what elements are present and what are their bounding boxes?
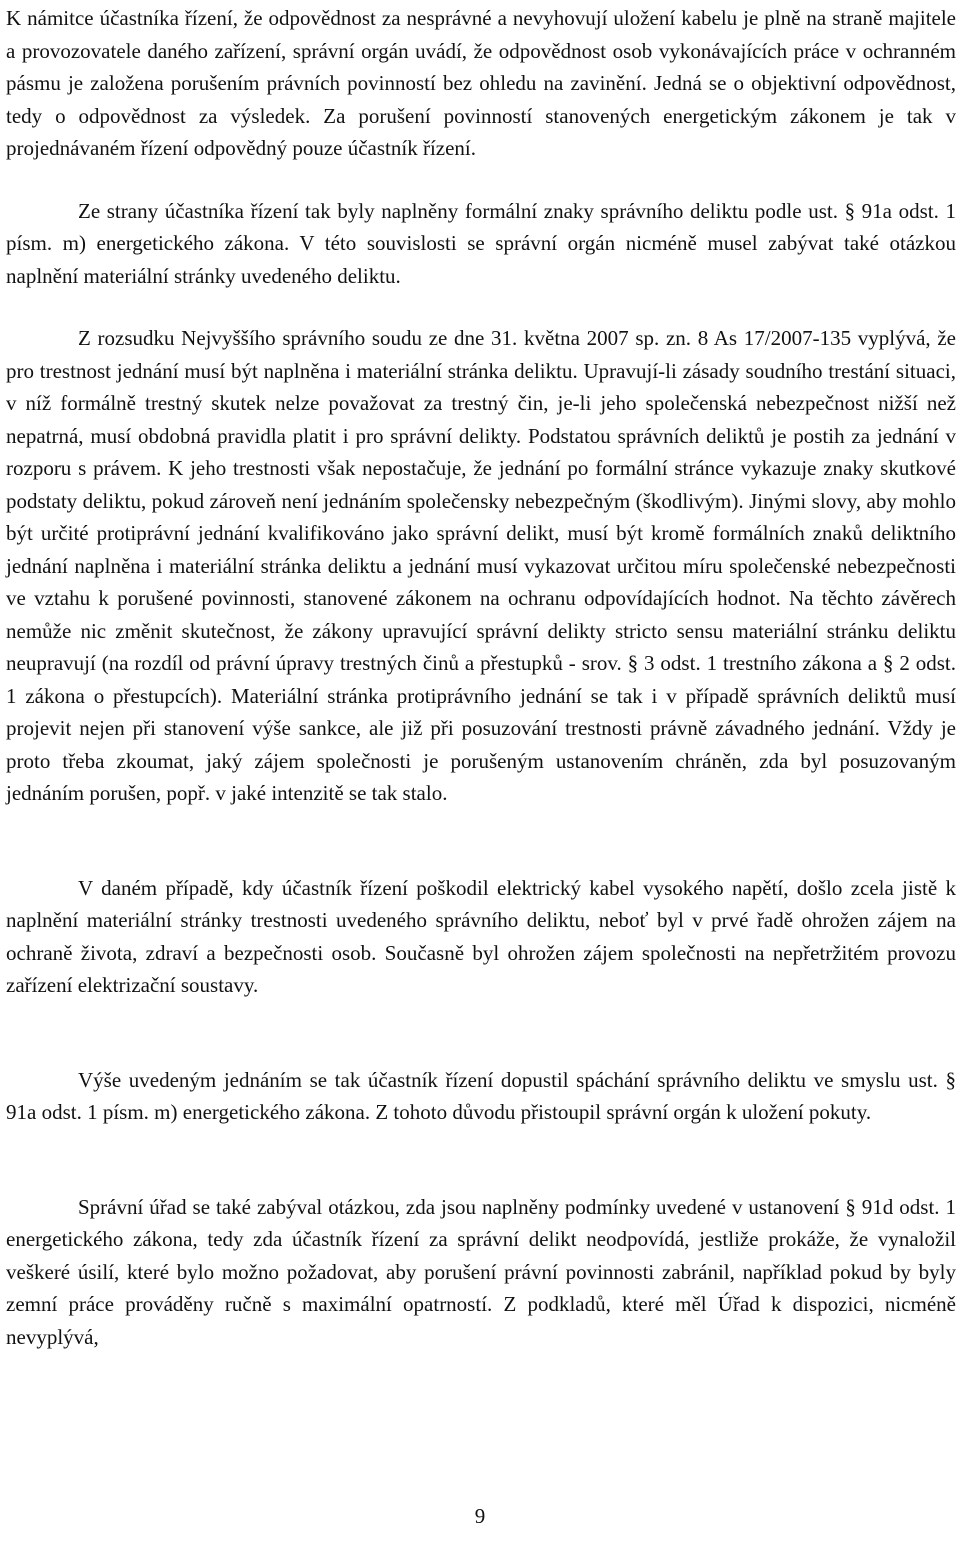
paragraph-formal-elements: Ze strany účastníka řízení tak byly naplněny formální znaky správního deliktu podle ust. § 91a odst. 1 písm. m) energetického zákona. V této souvislosti se správní orgán nicméně musel zabývat také otázkou naplnění materiální stránky uvedeného deliktu. [6,198,956,288]
page-number: 9 [474,1504,486,1528]
paragraph-present-case: V daném případě, kdy účastník řízení poškodil elektrický kabel vysokého napětí, došlo zcela jistě k naplnění materiální stránky trestnosti uvedeného správního deliktu, neboť byl v prvé řadě ohrožen zájem na ochraně života, zdraví a bezpečnosti osob. Současně byl ohrožen zájem společnosti na nepřetržitém provozu zařízení elektrizační soustavy. [6,875,956,997]
paragraph-court-ruling: Z rozsudku Nejvyššího správního soudu ze dne 31. května 2007 sp. zn. 8 As 17/2007-135 vyplývá, že pro trestnost jednání musí být naplněna i materiální stránka deliktu. Upravují-li zásady soudního trestání situaci, v níž formálně trestný skutek nelze považovat za trestný čin, je-li jeho společenská nebezpečnost nižší než nepatrná, musí obdobná pravidla platit i pro správní delikty. Podstatou správních deliktů je postih za jednání v rozporu s právem. K jeho trestnosti však nepostačuje, že jednání po formální stránce vykazuje znaky skutkové podstaty deliktu, pokud zároveň není jednáním společensky nebezpečným (škodlivým). Jinými slovy, aby mohlo být určité protiprávní jednání kvalifikováno jako správní delikt, musí být kromě formálních znaků deliktního jednání naplněna i materiální stránka deliktu a jednání musí vykazovat určitou míru společenské nebezpečnosti ve vztahu k porušené povinnosti, stanovené zákonem na ochranu odpovídajících hodnot. Na těchto závěrech nemůže nic změnit skutečnost, že zákony upravující správní delikty stricto sensu materiální stránku deliktu neupravují (na rozdíl od právní úpravy trestných činů a přestupků - srov. § 3 odst. 1 trestního zákona a § 2 odst. 1 zákona o přestupcích). Materiální stránka protiprávního jednání se tak i v případě správních deliktů musí projevit nejen při stanovení výše sankce, ale již při posuzování trestnosti právně závadného jednání. Vždy je proto třeba zkoumat, jaký zájem společnosti je porušeným ustanovením chráněn, zda byl posuzovaným jednáním porušen, popř. v jaké intenzitě se tak stalo. [6,326,956,805]
paragraph-objection: K námitce účastníka řízení, že odpovědnost za nesprávné a nevyhovují uložení kabelu je plně na straně majitele a provozovatele daného zařízení, správní orgán uvádí, že odpovědnost osob vykonávajících práce v ochranném pásmu je založena porušením právních povinností bez ohledu na zavinění. Jedná se o objektivní odpovědnost, tedy o odpovědnost za výsledek. Za porušení povinností stanovených energetickým zákonem je tak v projednávaném řízení odpovědný pouze účastník řízení. [6,6,956,160]
paragraph-liberation-conditions: Správní úřad se také zabýval otázkou, zda jsou naplněny podmínky uvedené v ustanovení § 91d odst. 1 energetického zákona, tedy zda účastník řízení za správní delikt neodpovídá, jestliže prokáže, že vynaložil veškeré úsilí, které bylo možno požadovat, aby porušení právní povinnosti zabránil, například pokud by byly zemní práce prováděny ručně s maximální opatrností. Z podkladů, které měl Úřad k dispozici, nicméně nevyplývá, [6,1194,956,1349]
paragraph-offence-committed: Výše uvedeným jednáním se tak účastník řízení dopustil spáchání správního deliktu ve smyslu ust. § 91a odst. 1 písm. m) energetického zákona. Z tohoto důvodu přistoupil správní orgán k uložení pokuty. [6,1067,956,1124]
document-page [6,0,956,1353]
